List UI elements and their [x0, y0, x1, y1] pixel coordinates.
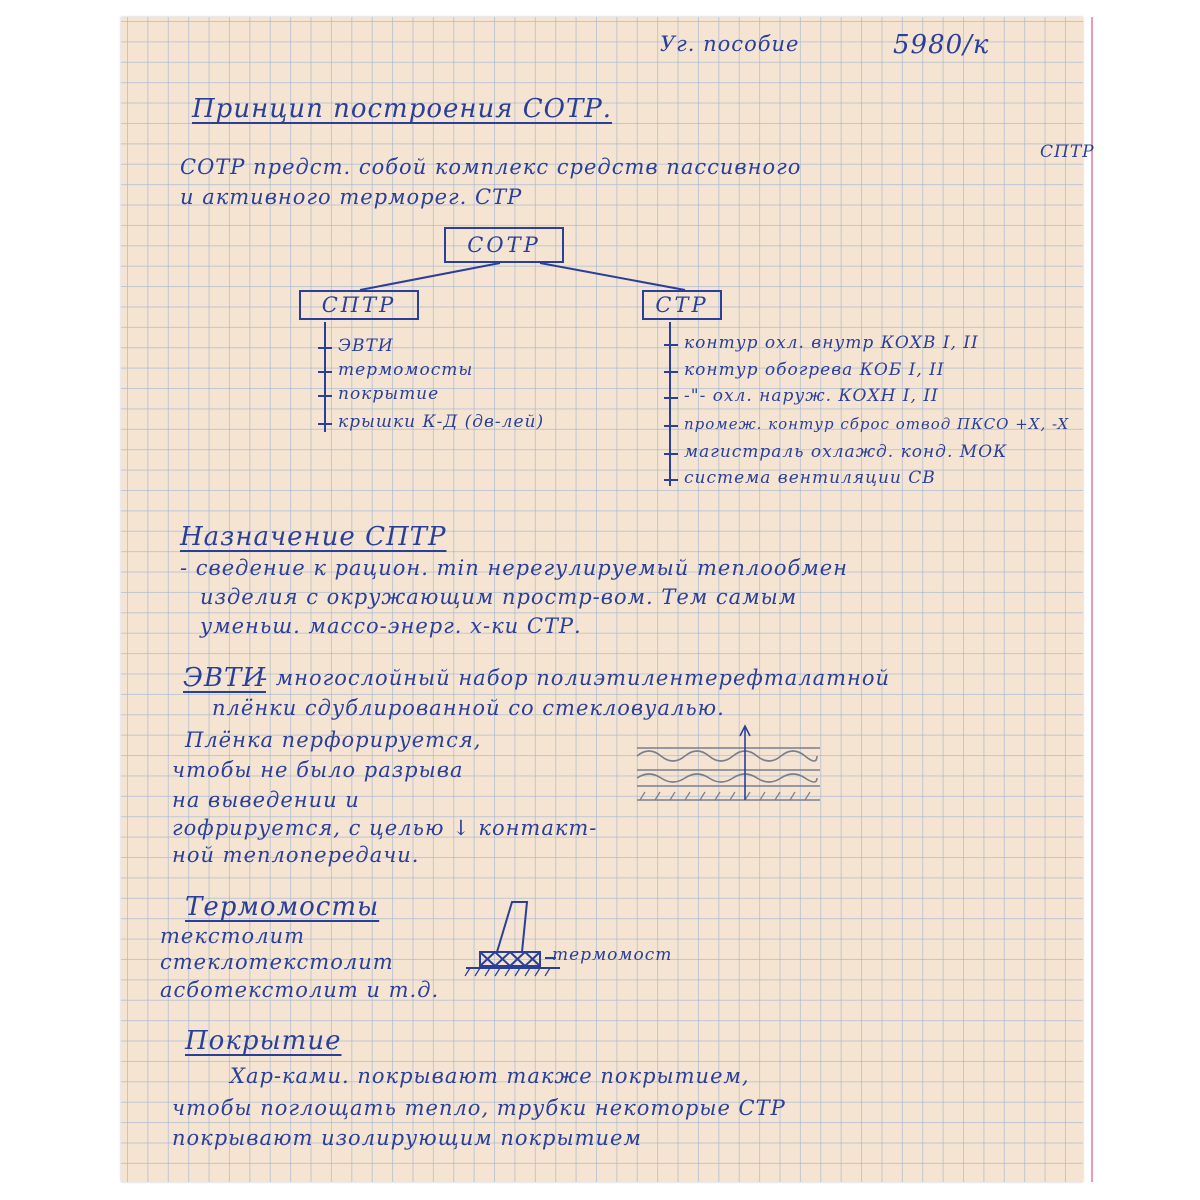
coating-line-2: чтобы поглощать тепло, трубки некоторые СТР	[172, 1096, 786, 1120]
header-right: 5980/к	[893, 30, 990, 60]
coating-line-1: Хар-ками. покрывают также покрытием,	[230, 1064, 750, 1088]
evti-left-2: чтобы не было разрыва	[172, 758, 464, 782]
evti-line-1: - многослойный набор полиэтилентерефталатной	[260, 666, 891, 690]
evti-left-1: Плёнка перфорируется,	[185, 728, 482, 752]
evti-left-5: ной теплопередачи.	[172, 843, 420, 867]
sptr-line-3: уменьш. массо-энерг. х-ки СТР.	[200, 614, 582, 638]
right-box-label: СТР	[655, 293, 709, 317]
sptr-heading: Назначение СПТР	[180, 522, 447, 552]
header-left: Уг. пособие	[660, 32, 800, 56]
sptr-line-2: изделия с окружающим простр-вом. Тем самым	[200, 585, 798, 609]
sptr-line-1: - сведение к рацион. min нерегулируемый теплообмен	[180, 556, 848, 580]
right-item-4: промеж. контур сброс отвод ПКСО +X, -X	[684, 415, 1070, 433]
coating-heading: Покрытие	[185, 1026, 342, 1056]
evti-left-4: гофрируется, с целью ↓ контакт-	[172, 816, 598, 840]
right-item-6: система вентиляции СВ	[684, 468, 936, 488]
right-item-5: магистраль охлажд. конд. МОК	[684, 442, 1008, 462]
thermo-material-3: асботекстолит и т.д.	[160, 978, 440, 1002]
thermo-heading: Термомосты	[185, 892, 380, 922]
root-label: СОТР	[467, 233, 541, 257]
thermo-material-1: текстолит	[160, 924, 306, 948]
left-item-2: термомосты	[338, 360, 474, 380]
right-item-1: контур охл. внутр КОХВ I, II	[684, 333, 979, 353]
evti-left-3: на выведении и	[172, 788, 360, 812]
coating-line-3: покрывают изолирующим покрытием	[172, 1126, 642, 1150]
intro-line-2: и активного терморег. СТР	[180, 185, 523, 209]
left-item-1: ЭВТИ	[338, 336, 394, 356]
right-item-3: -"- охл. наруж. КОХН I, II	[684, 386, 939, 406]
right-item-2: контур обогрева КОБ I, II	[684, 360, 945, 380]
left-box-label: СПТР	[321, 293, 397, 317]
left-item-4: крышки К-Д (дв-лей)	[338, 412, 545, 432]
thermo-label: термомост	[552, 945, 673, 965]
evti-line-2: плёнки сдублированной со стекловуалью.	[212, 696, 725, 720]
thermo-material-2: стеклотекстолит	[160, 950, 394, 974]
evti-heading: ЭВТИ	[183, 663, 267, 693]
intro-line-1: СОТР предст. собой комплекс средств пассивного	[180, 155, 802, 179]
left-item-3: покрытие	[338, 384, 440, 404]
intro-note: СПТР	[1040, 142, 1095, 162]
page-title: Принцип построения СОТР.	[192, 94, 613, 124]
